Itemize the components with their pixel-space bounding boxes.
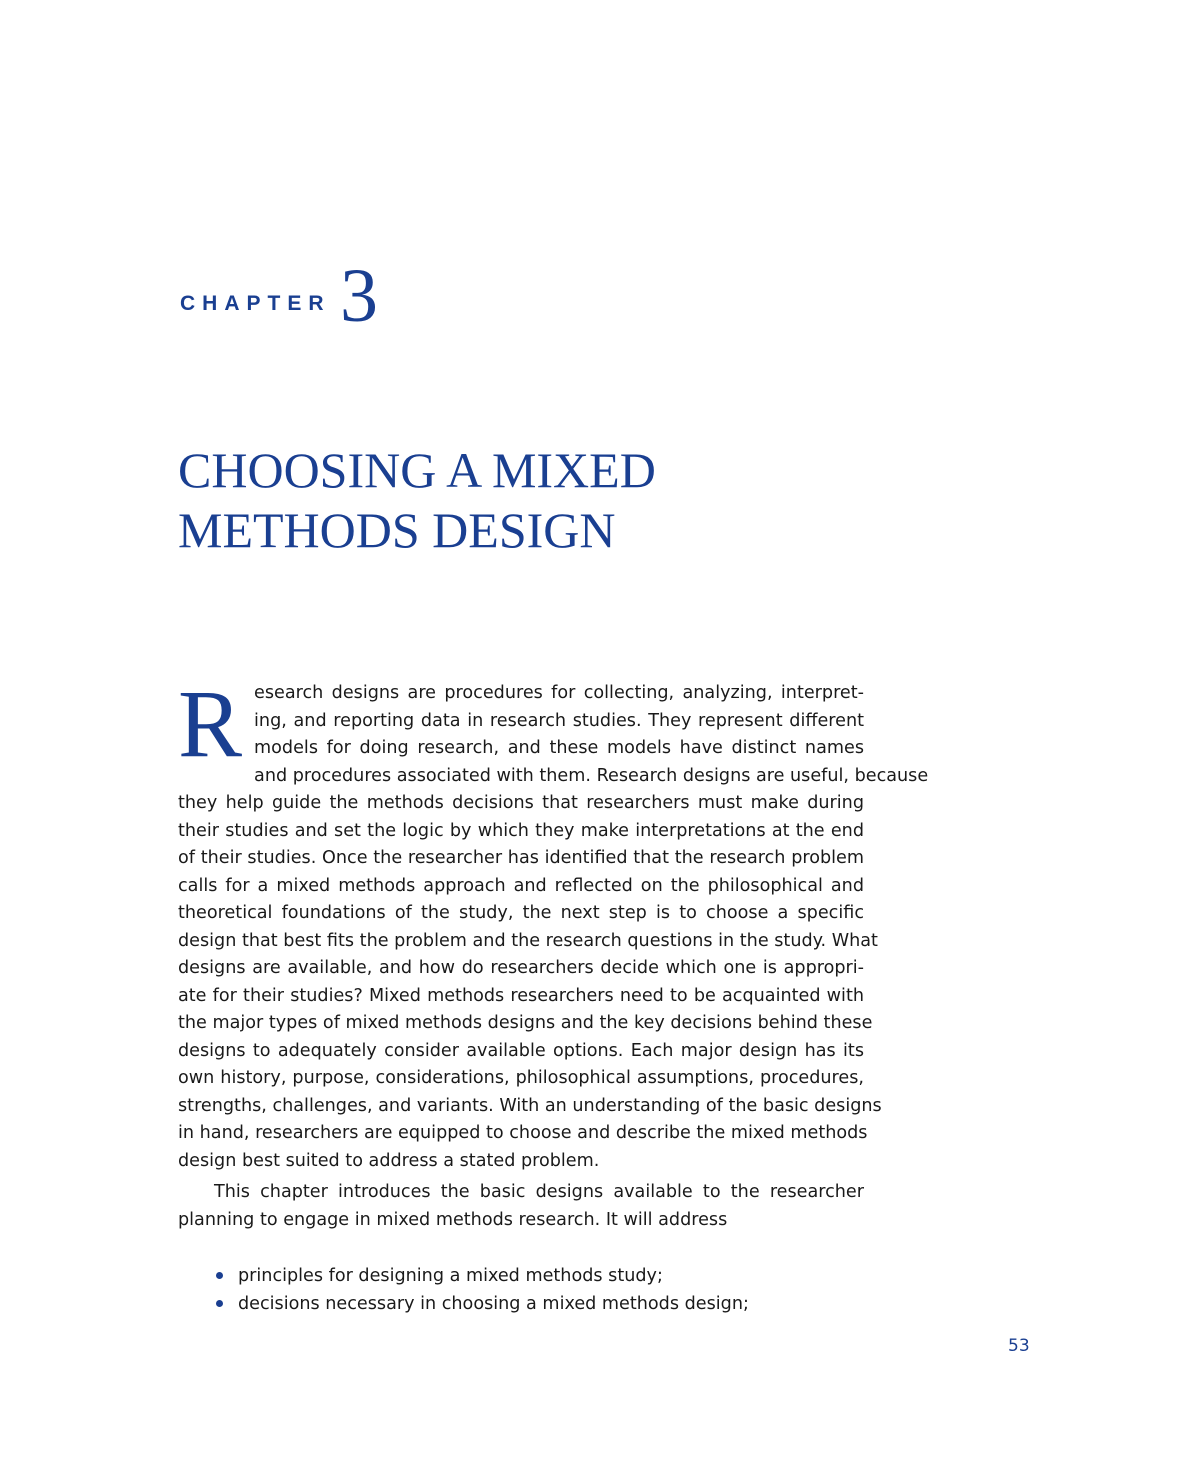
text-line: and procedures associated with them. Research designs are useful, because [254,765,929,786]
drop-cap: R [178,670,243,777]
text-line: ing, and reporting data in research studies. They represent different [254,710,864,731]
chapter-title-line-1: CHOOSING A MIXED [178,442,656,498]
bullet-icon [216,1272,223,1279]
list-item-text: principles for designing a mixed methods study; [238,1266,663,1286]
chapter-title [178,440,938,560]
text-line: own history, purpose, considerations, philosophical assumptions, procedures, [178,1068,864,1088]
list-item [214,1290,749,1318]
text-line: the major types of mixed methods designs and the key decisions behind these [178,1013,873,1033]
text-line: models for doing research, and these models have distinct names [254,738,864,758]
text-line: ate for their studies? Mixed methods researchers need to be acquainted with [178,985,864,1006]
text-line: they help guide the methods decisions that researchers must make during [178,793,864,813]
bullet-icon [216,1300,223,1307]
paragraph-intro [178,670,929,1175]
text-line: planning to engage in mixed methods research. It will address [178,1209,728,1230]
text-line: strengths, challenges, and variants. With an understanding of the basic designs [178,1095,882,1116]
bullet-list [214,1262,749,1318]
page-number: 53 [1008,1336,1030,1356]
text-line: design best suited to address a stated problem. [178,1150,600,1171]
text-line: their studies and set the logic by which they make interpretations at the end [178,820,864,841]
paragraph-chapter-overview [178,1179,864,1234]
chapter-label: CHAPTER [180,292,331,315]
list-item [214,1262,749,1290]
text-line: of their studies. Once the researcher has identified that the research problem [178,848,864,868]
list-item-text: decisions necessary in choosing a mixed methods design; [238,1294,749,1314]
text-line: designs are available, and how do researchers decide which one is appropri- [178,958,864,978]
chapter-number: 3 [340,254,378,338]
text-line: esearch designs are procedures for collecting, analyzing, interpret- [254,683,864,703]
body-text [178,670,929,1234]
text-line: designs to adequately consider available options. Each major design has its [178,1040,864,1061]
chapter-title-line-2: METHODS DESIGN [178,502,616,558]
text-line: in hand, researchers are equipped to choose and describe the mixed methods [178,1123,868,1143]
text-line: design that best fits the problem and the research questions in the study. What [178,930,878,951]
text-line: theoretical foundations of the study, the next step is to choose a specific [178,903,864,923]
text-line: This chapter introduces the basic designs available to the researcher [214,1182,864,1202]
text-line: calls for a mixed methods approach and reflected on the philosophical and [178,875,864,896]
